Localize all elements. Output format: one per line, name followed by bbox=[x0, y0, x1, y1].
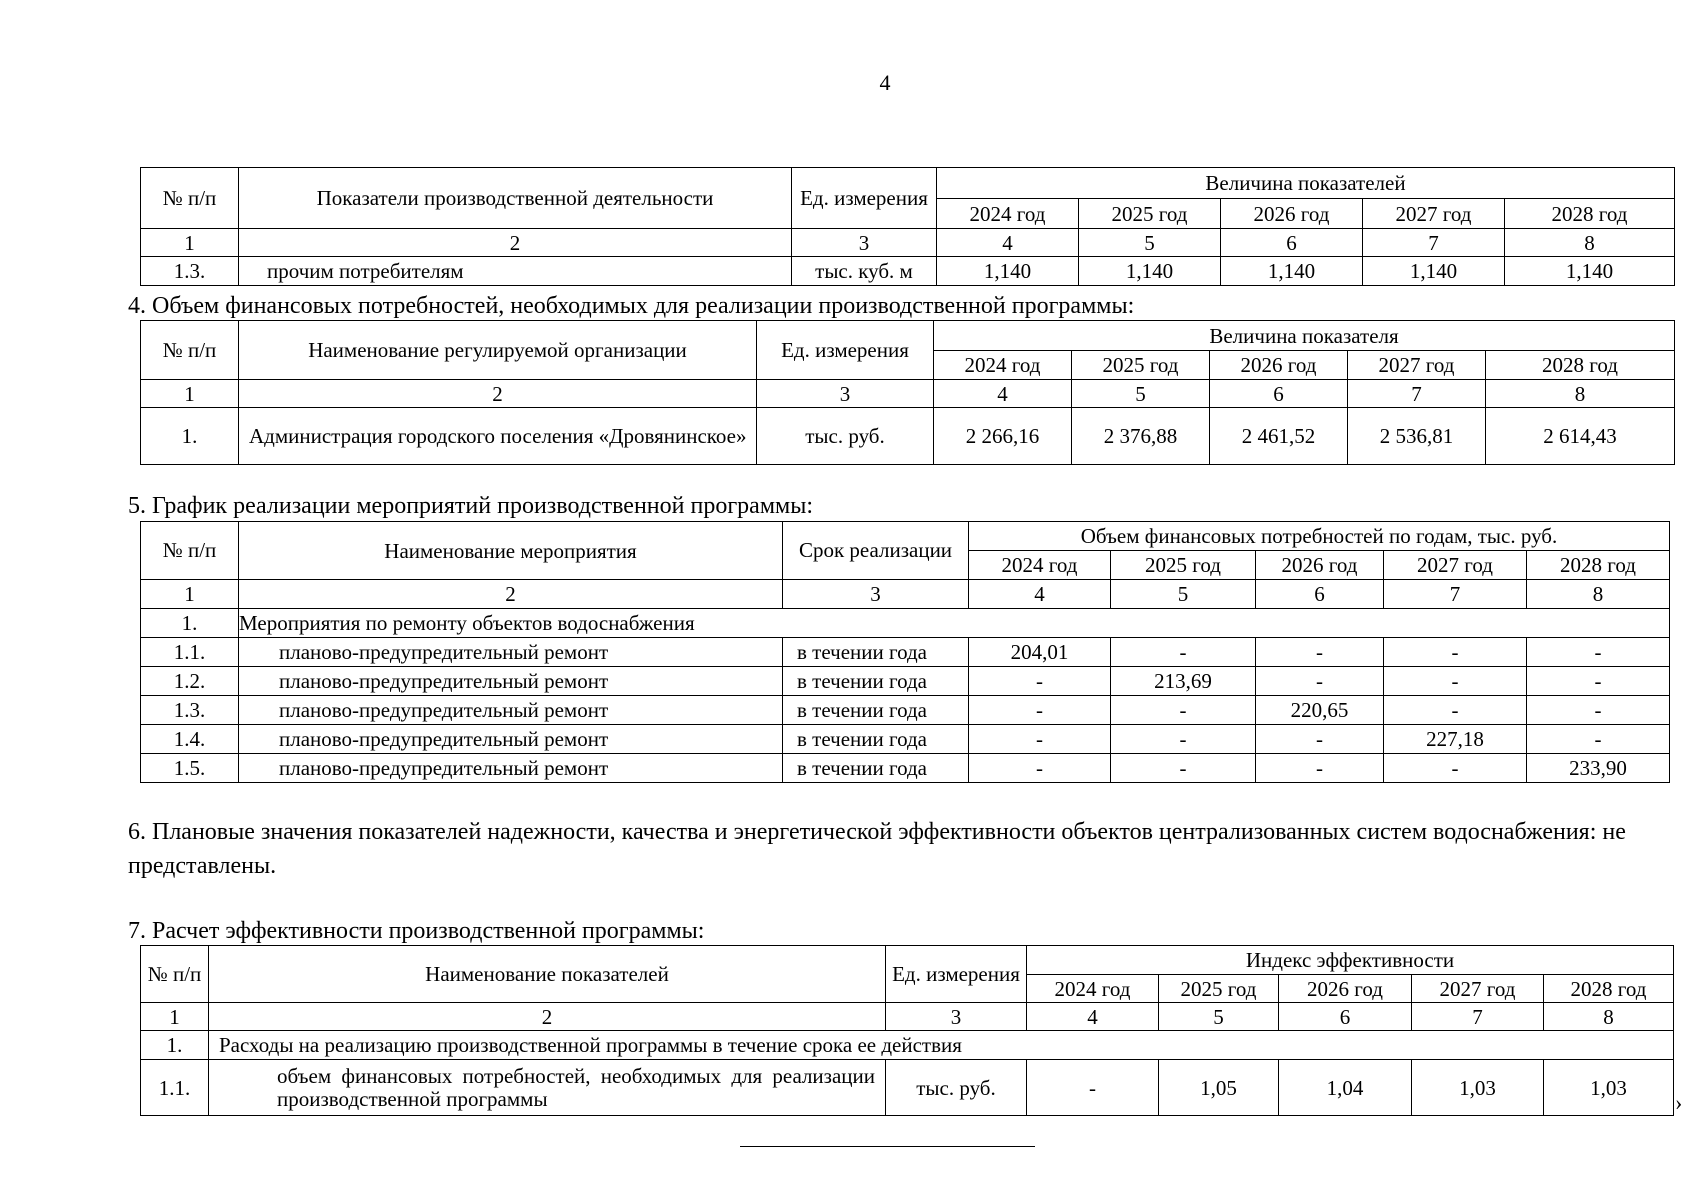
row-value: - bbox=[1256, 667, 1384, 696]
table-row bbox=[141, 638, 1670, 667]
row-term: в течении года bbox=[783, 725, 969, 754]
financial-needs-table bbox=[140, 320, 1675, 465]
header-year: 2024 год bbox=[969, 551, 1111, 580]
row-unit: тыс. руб. bbox=[886, 1060, 1027, 1116]
header-year: 2027 год bbox=[1384, 551, 1527, 580]
column-index: 2 bbox=[209, 1003, 886, 1031]
table-row bbox=[141, 257, 1675, 286]
header-unit: Ед. измерения bbox=[886, 946, 1027, 1003]
row-number: 1. bbox=[141, 408, 239, 465]
row-unit: тыс. куб. м bbox=[792, 257, 937, 286]
production-indicators-table bbox=[140, 167, 1675, 286]
row-value: - bbox=[1384, 667, 1527, 696]
table-row bbox=[141, 696, 1670, 725]
row-unit: тыс. руб. bbox=[757, 408, 934, 465]
section-6-text: 6. Плановые значения показателей надежности, качества и энергетической эффективности объектов централизованных систем водоснабжения: не представлены. bbox=[128, 819, 1626, 879]
row-number: 1.3. bbox=[141, 257, 239, 286]
column-index: 3 bbox=[757, 380, 934, 408]
header-year: 2025 год bbox=[1079, 199, 1221, 229]
row-value: - bbox=[969, 696, 1111, 725]
column-index: 2 bbox=[239, 380, 757, 408]
row-value: - bbox=[1384, 754, 1527, 783]
header-year: 2026 год bbox=[1279, 975, 1412, 1003]
column-index: 4 bbox=[934, 380, 1072, 408]
header-year: 2028 год bbox=[1544, 975, 1674, 1003]
header-activity: Наименование мероприятия bbox=[239, 522, 783, 580]
header-year: 2028 год bbox=[1505, 199, 1675, 229]
row-value: 1,03 bbox=[1544, 1060, 1674, 1116]
column-index: 4 bbox=[969, 580, 1111, 609]
row-value: - bbox=[1256, 638, 1384, 667]
group-row-name: Расходы на реализацию производственной программы в течение срока ее действия bbox=[209, 1031, 1674, 1060]
row-value: 233,90 bbox=[1527, 754, 1670, 783]
header-unit: Ед. измерения bbox=[792, 168, 937, 229]
header-indicators: Наименование показателей bbox=[209, 946, 886, 1003]
page-number: 4 bbox=[879, 70, 891, 95]
column-index: 3 bbox=[783, 580, 969, 609]
column-index: 8 bbox=[1544, 1003, 1674, 1031]
row-number: 1.1. bbox=[141, 1060, 209, 1116]
column-index: 3 bbox=[792, 229, 937, 257]
column-index: 4 bbox=[937, 229, 1079, 257]
column-index: 4 bbox=[1027, 1003, 1159, 1031]
efficiency-table bbox=[140, 945, 1674, 1116]
row-value: - bbox=[1111, 725, 1256, 754]
row-value: 1,140 bbox=[937, 257, 1079, 286]
row-value: - bbox=[969, 667, 1111, 696]
row-number: 1.1. bbox=[141, 638, 239, 667]
row-activity: планово-предупредительный ремонт bbox=[239, 638, 783, 667]
header-number: № п/п bbox=[141, 522, 239, 580]
row-value: 2 536,81 bbox=[1348, 408, 1486, 465]
table-row bbox=[141, 1060, 1674, 1116]
row-value: - bbox=[969, 725, 1111, 754]
column-index: 5 bbox=[1079, 229, 1221, 257]
header-year: 2027 год bbox=[1363, 199, 1505, 229]
column-index: 5 bbox=[1111, 580, 1256, 609]
row-value: 213,69 bbox=[1111, 667, 1256, 696]
row-value: 1,04 bbox=[1279, 1060, 1412, 1116]
column-index: 2 bbox=[239, 229, 792, 257]
row-activity: планово-предупредительный ремонт bbox=[239, 696, 783, 725]
header-year: 2028 год bbox=[1527, 551, 1670, 580]
row-value: 2 376,88 bbox=[1072, 408, 1210, 465]
table-row bbox=[141, 754, 1670, 783]
column-index: 6 bbox=[1221, 229, 1363, 257]
row-number: 1.3. bbox=[141, 696, 239, 725]
row-value: 1,05 bbox=[1159, 1060, 1279, 1116]
header-year: 2024 год bbox=[937, 199, 1079, 229]
header-number: № п/п bbox=[141, 946, 209, 1003]
row-term: в течении года bbox=[783, 638, 969, 667]
header-year: 2025 год bbox=[1111, 551, 1256, 580]
section-7-title: 7. Расчет эффективности производственной программы: bbox=[128, 918, 705, 944]
column-index: 1 bbox=[141, 380, 239, 408]
row-organization: Администрация городского поселения «Дровянинское» bbox=[239, 408, 757, 465]
row-value: - bbox=[1111, 638, 1256, 667]
row-number: 1. bbox=[141, 609, 239, 638]
row-value: 204,01 bbox=[969, 638, 1111, 667]
row-value: 1,140 bbox=[1079, 257, 1221, 286]
footer-rule bbox=[740, 1146, 1035, 1147]
row-value: - bbox=[1527, 725, 1670, 754]
section-5-title: 5. График реализации мероприятий производственной программы: bbox=[128, 493, 813, 519]
header-year: 2027 год bbox=[1348, 351, 1486, 380]
table-row bbox=[141, 667, 1670, 696]
header-values-group: Индекс эффективности bbox=[1027, 946, 1674, 975]
row-value: 1,140 bbox=[1363, 257, 1505, 286]
row-activity: планово-предупредительный ремонт bbox=[239, 667, 783, 696]
row-number: 1.2. bbox=[141, 667, 239, 696]
row-value: - bbox=[1027, 1060, 1159, 1116]
chevron-right-icon: › bbox=[1675, 1090, 1683, 1115]
row-value: 227,18 bbox=[1384, 725, 1527, 754]
row-number: 1. bbox=[141, 1031, 209, 1060]
header-year: 2026 год bbox=[1210, 351, 1348, 380]
header-number: № п/п bbox=[141, 321, 239, 380]
column-index: 7 bbox=[1363, 229, 1505, 257]
row-value: 2 461,52 bbox=[1210, 408, 1348, 465]
header-year: 2025 год bbox=[1072, 351, 1210, 380]
header-year: 2028 год bbox=[1486, 351, 1675, 380]
header-year: 2024 год bbox=[934, 351, 1072, 380]
header-year: 2026 год bbox=[1256, 551, 1384, 580]
column-index: 6 bbox=[1256, 580, 1384, 609]
row-name: прочим потребителям bbox=[239, 257, 792, 286]
column-index: 1 bbox=[141, 580, 239, 609]
row-value: - bbox=[969, 754, 1111, 783]
row-value: - bbox=[1256, 754, 1384, 783]
header-unit: Ед. измерения bbox=[757, 321, 934, 380]
row-value: 1,140 bbox=[1505, 257, 1675, 286]
header-year: 2025 год bbox=[1159, 975, 1279, 1003]
row-activity: планово-предупредительный ремонт bbox=[239, 725, 783, 754]
row-value: - bbox=[1111, 696, 1256, 725]
row-value: - bbox=[1384, 696, 1527, 725]
row-number: 1.5. bbox=[141, 754, 239, 783]
column-index: 6 bbox=[1210, 380, 1348, 408]
row-term: в течении года bbox=[783, 667, 969, 696]
row-activity: планово-предупредительный ремонт bbox=[239, 754, 783, 783]
column-index: 7 bbox=[1384, 580, 1527, 609]
row-value: 2 266,16 bbox=[934, 408, 1072, 465]
table-row bbox=[141, 725, 1670, 754]
row-value: - bbox=[1256, 725, 1384, 754]
row-value: 1,140 bbox=[1221, 257, 1363, 286]
column-index: 8 bbox=[1505, 229, 1675, 257]
header-year: 2026 год bbox=[1221, 199, 1363, 229]
header-values-group: Величина показателя bbox=[934, 321, 1675, 351]
activities-schedule-table bbox=[140, 521, 1670, 783]
section-4-title: 4. Объем финансовых потребностей, необходимых для реализации производственной программы: bbox=[128, 293, 1135, 319]
header-number: № п/п bbox=[141, 168, 239, 229]
column-index: 5 bbox=[1072, 380, 1210, 408]
column-index: 5 bbox=[1159, 1003, 1279, 1031]
column-index: 6 bbox=[1279, 1003, 1412, 1031]
column-index: 1 bbox=[141, 1003, 209, 1031]
group-row bbox=[141, 1031, 1674, 1060]
column-index: 2 bbox=[239, 580, 783, 609]
column-index: 8 bbox=[1527, 580, 1670, 609]
header-values-group: Объем финансовых потребностей по годам, тыс. руб. bbox=[969, 522, 1670, 551]
row-value: 1,03 bbox=[1412, 1060, 1544, 1116]
column-index: 1 bbox=[141, 229, 239, 257]
column-index: 3 bbox=[886, 1003, 1027, 1031]
group-row bbox=[141, 609, 1670, 638]
row-value: 2 614,43 bbox=[1486, 408, 1675, 465]
row-term: в течении года bbox=[783, 754, 969, 783]
row-value: 220,65 bbox=[1256, 696, 1384, 725]
row-value: - bbox=[1384, 638, 1527, 667]
table-row bbox=[141, 408, 1675, 465]
header-term: Срок реализации bbox=[783, 522, 969, 580]
row-indicator: объем финансовых потребностей, необходимых для реализации производственной программы bbox=[209, 1060, 886, 1116]
column-index: 7 bbox=[1348, 380, 1486, 408]
header-year: 2024 год bbox=[1027, 975, 1159, 1003]
row-value: - bbox=[1527, 667, 1670, 696]
row-value: - bbox=[1111, 754, 1256, 783]
row-term: в течении года bbox=[783, 696, 969, 725]
header-values-group: Величина показателей bbox=[937, 168, 1675, 199]
group-row-name: Мероприятия по ремонту объектов водоснабжения bbox=[239, 609, 1670, 638]
header-organization: Наименование регулируемой организации bbox=[239, 321, 757, 380]
header-year: 2027 год bbox=[1412, 975, 1544, 1003]
row-value: - bbox=[1527, 638, 1670, 667]
row-value: - bbox=[1527, 696, 1670, 725]
column-index: 7 bbox=[1412, 1003, 1544, 1031]
header-indicator-name: Показатели производственной деятельности bbox=[239, 168, 792, 229]
column-index: 8 bbox=[1486, 380, 1675, 408]
row-number: 1.4. bbox=[141, 725, 239, 754]
